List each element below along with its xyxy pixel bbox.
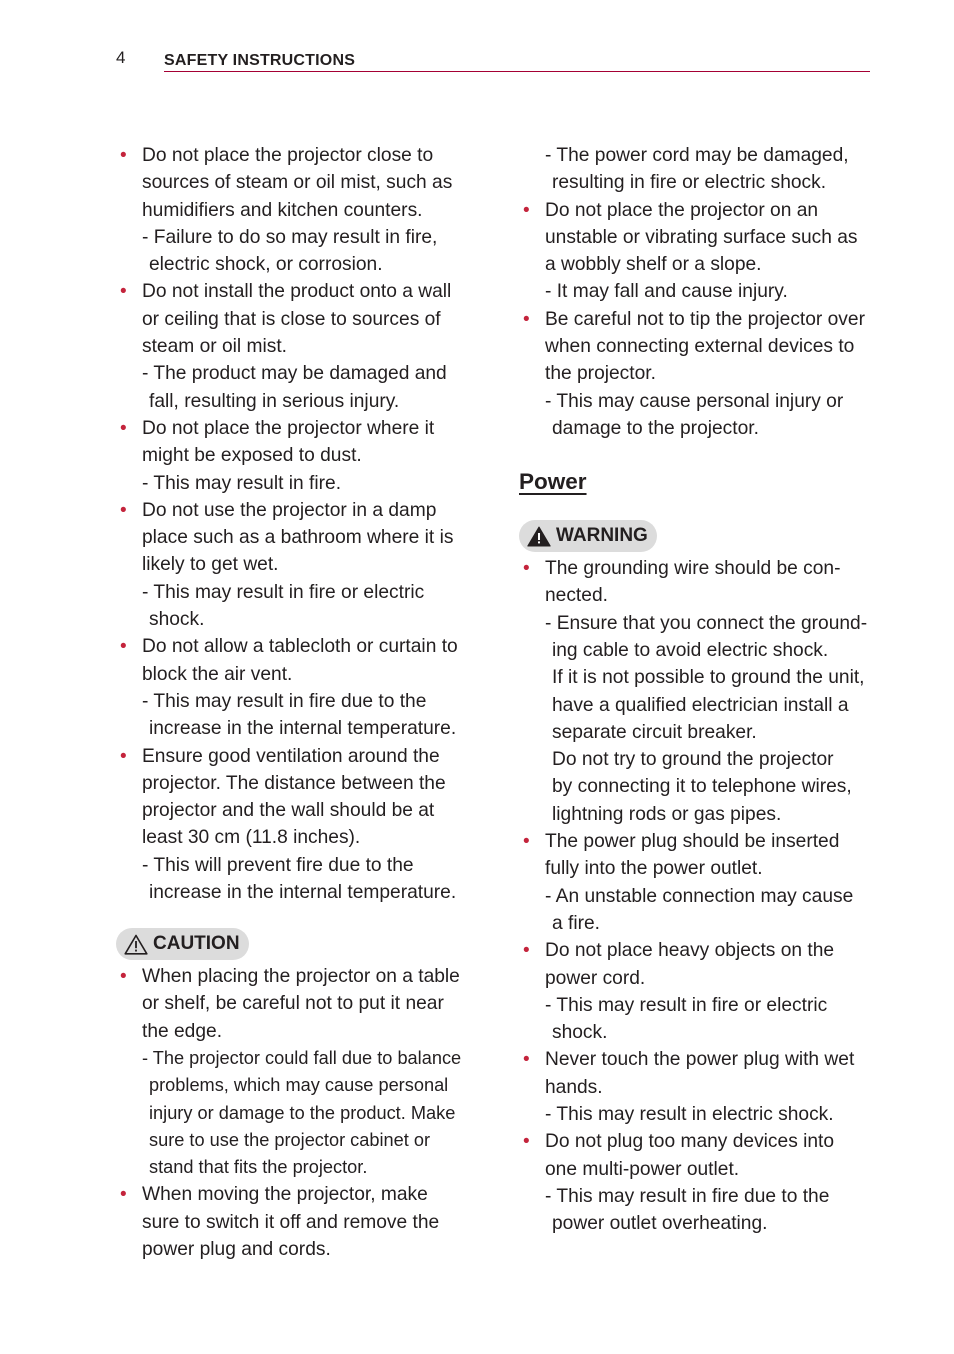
note-line: - This may result in fire or electric	[142, 581, 425, 603]
item-note	[519, 388, 889, 443]
note-line: shock.	[149, 609, 205, 631]
item-note	[519, 1183, 889, 1238]
note-line: resulting in fire or electric shock.	[552, 172, 827, 194]
warning-list	[519, 555, 889, 1237]
left-safety-list	[116, 142, 476, 906]
item-note	[519, 278, 889, 305]
left-column	[116, 142, 476, 1263]
item-note	[116, 579, 476, 634]
item-text-line: Do not use the projector in a damp	[142, 499, 437, 521]
warning-label: WARNING	[556, 525, 648, 547]
item-note	[519, 610, 889, 828]
item-text-line: Be careful not to tip the projector over	[545, 308, 865, 330]
item-text-line: The power plug should be inserted	[545, 831, 840, 853]
section-title: SAFETY INSTRUCTIONS	[164, 52, 356, 69]
item-text-line: might be exposed to dust.	[142, 445, 362, 467]
item-text-line: likely to get wet.	[142, 554, 279, 576]
note-line: sure to use the projector cabinet or	[149, 1129, 431, 1150]
note-line: have a qualified electrician install a	[552, 694, 849, 716]
bullet-icon: •	[120, 499, 127, 521]
item-text-line: the projector.	[545, 363, 656, 385]
note-line: - This may result in fire due to the	[545, 1185, 830, 1207]
list-item	[116, 497, 476, 579]
item-text-line: Do not place the projector on an	[545, 199, 819, 221]
item-note	[116, 470, 476, 497]
item-text-line: Do not install the product onto a wall	[142, 281, 452, 303]
note-line: - This may result in electric shock.	[545, 1104, 834, 1125]
item-text-line: power plug and cords.	[142, 1239, 331, 1261]
caution-label: CAUTION	[153, 933, 240, 955]
item-text-line: When moving the projector, make	[142, 1184, 428, 1206]
item-text-line: fully into the power outlet.	[545, 858, 763, 880]
item-text-line: one multi-power outlet.	[545, 1158, 740, 1180]
list-item	[116, 142, 476, 224]
list-item	[519, 1046, 889, 1101]
lead-note	[519, 142, 889, 197]
item-note	[116, 224, 476, 279]
bullet-icon: •	[523, 199, 530, 221]
bullet-icon: •	[120, 281, 127, 303]
bullet-icon: •	[523, 1131, 530, 1153]
list-item	[116, 415, 476, 470]
item-text-line: sources of steam or oil mist, such as	[142, 172, 453, 194]
power-heading: Power	[519, 469, 587, 495]
note-line: - The projector could fall due to balance	[142, 1048, 462, 1068]
note-line: - Failure to do so may result in fire,	[142, 226, 438, 248]
item-text-line: block the air vent.	[142, 663, 293, 685]
note-line: - Ensure that you connect the ground-	[545, 612, 868, 634]
item-text-line: nected.	[545, 585, 608, 607]
note-line: shock.	[552, 1022, 608, 1044]
item-text-line: Do not place the projector where it	[142, 417, 435, 439]
header-rule	[164, 71, 870, 72]
caution-list	[116, 963, 476, 1263]
bullet-icon: •	[120, 636, 127, 658]
note-line: - This will prevent fire due to the	[142, 854, 414, 876]
item-text-line: Do not allow a tablecloth or curtain to	[142, 636, 458, 658]
item-text-line: a wobbly shelf or a slope.	[545, 254, 762, 276]
note-line: by connecting it to telephone wires,	[552, 776, 852, 798]
note-line: separate circuit breaker.	[552, 721, 757, 743]
item-text-line: the edge.	[142, 1020, 223, 1042]
note-line: - An unstable connection may cause	[545, 885, 854, 907]
bullet-icon: •	[120, 1184, 127, 1206]
list-item	[116, 743, 476, 852]
item-text-line: or shelf, be careful not to put it near	[142, 993, 444, 1015]
note-line: - This may cause personal injury or	[545, 390, 844, 412]
item-note	[519, 883, 889, 938]
page-number: 4	[116, 48, 126, 67]
caution-badge	[116, 928, 249, 960]
list-item	[116, 1181, 476, 1263]
note-line: If it is not possible to ground the unit,	[552, 667, 865, 689]
note-line: power outlet overheating.	[552, 1213, 768, 1235]
list-item	[116, 633, 476, 688]
list-item	[519, 306, 889, 388]
list-item	[519, 937, 889, 992]
note-line: a fire.	[552, 912, 600, 934]
bullet-icon: •	[120, 145, 127, 166]
item-text-line: Ensure good ventilation around the	[142, 745, 440, 767]
item-text-line: least 30 cm (11.8 inches).	[142, 827, 361, 849]
note-line: injury or damage to the product. Make	[149, 1102, 456, 1123]
note-line: electric shock, or corrosion.	[149, 254, 383, 276]
right-column	[519, 142, 889, 1237]
item-note	[116, 1045, 476, 1181]
page-header	[0, 0, 954, 80]
note-line: - This may result in fire.	[142, 472, 342, 494]
note-line: - It may fall and cause injury.	[545, 281, 788, 303]
item-text-line: Never touch the power plug with wet	[545, 1049, 855, 1071]
item-text-line: when connecting external devices to	[545, 336, 855, 358]
bullet-icon: •	[523, 940, 530, 962]
item-text-line: humidifiers and kitchen counters.	[142, 199, 423, 221]
item-text-line: The grounding wire should be con-	[545, 558, 841, 580]
note-line: increase in the internal temperature.	[149, 718, 457, 740]
note-line: - This may result in fire or electric	[545, 994, 828, 1016]
item-text-line: hands.	[545, 1076, 603, 1098]
note-line: lightning rods or gas pipes.	[552, 803, 782, 825]
warning-icon	[527, 526, 551, 547]
bullet-icon: •	[523, 308, 530, 330]
item-text-line: unstable or vibrating surface such as	[545, 226, 858, 248]
item-text-line: Do not place heavy objects on the	[545, 940, 835, 962]
item-text-line: Do not plug too many devices into	[545, 1131, 835, 1153]
list-item	[116, 963, 476, 1045]
note-line: - The power cord may be damaged,	[545, 145, 849, 166]
note-line: stand that fits the projector.	[149, 1157, 368, 1178]
item-text-line: When placing the projector on a table	[142, 966, 460, 988]
item-text-line: Do not place the projector close to	[142, 145, 434, 166]
note-line: - The product may be damaged and	[142, 363, 447, 385]
bullet-icon: •	[523, 558, 530, 580]
right-safety-list	[519, 197, 889, 443]
item-note	[116, 360, 476, 415]
item-note	[519, 992, 889, 1047]
item-note	[116, 688, 476, 743]
item-text-line: steam or oil mist.	[142, 336, 288, 358]
list-item	[519, 1128, 889, 1183]
note-line: - This may result in fire due to the	[142, 690, 427, 712]
list-item	[519, 197, 889, 279]
bullet-icon: •	[523, 1049, 530, 1071]
item-note	[116, 852, 476, 907]
item-text-line: or ceiling that is close to sources of	[142, 308, 441, 330]
note-line: fall, resulting in serious injury.	[149, 390, 400, 412]
list-item	[519, 555, 889, 610]
bullet-icon: •	[120, 417, 127, 439]
item-text-line: projector. The distance between the	[142, 772, 446, 794]
warning-badge	[519, 520, 657, 552]
note-line: damage to the projector.	[552, 417, 759, 439]
item-text-line: power cord.	[545, 967, 646, 989]
bullet-icon: •	[120, 966, 127, 988]
note-line: problems, which may cause personal	[149, 1075, 449, 1096]
caution-icon	[124, 934, 148, 955]
note-line: ing cable to avoid electric shock.	[552, 639, 829, 661]
bullet-icon: •	[120, 745, 127, 767]
item-text-line: place such as a bathroom where it is	[142, 527, 454, 549]
list-item	[519, 828, 889, 883]
item-note	[519, 1101, 889, 1128]
item-text-line: sure to switch it off and remove the	[142, 1211, 440, 1233]
item-text-line: projector and the wall should be at	[142, 800, 435, 822]
list-item	[116, 278, 476, 360]
bullet-icon: •	[523, 831, 530, 853]
note-line: increase in the internal temperature.	[149, 882, 457, 904]
note-line: Do not try to ground the projector	[552, 749, 834, 771]
